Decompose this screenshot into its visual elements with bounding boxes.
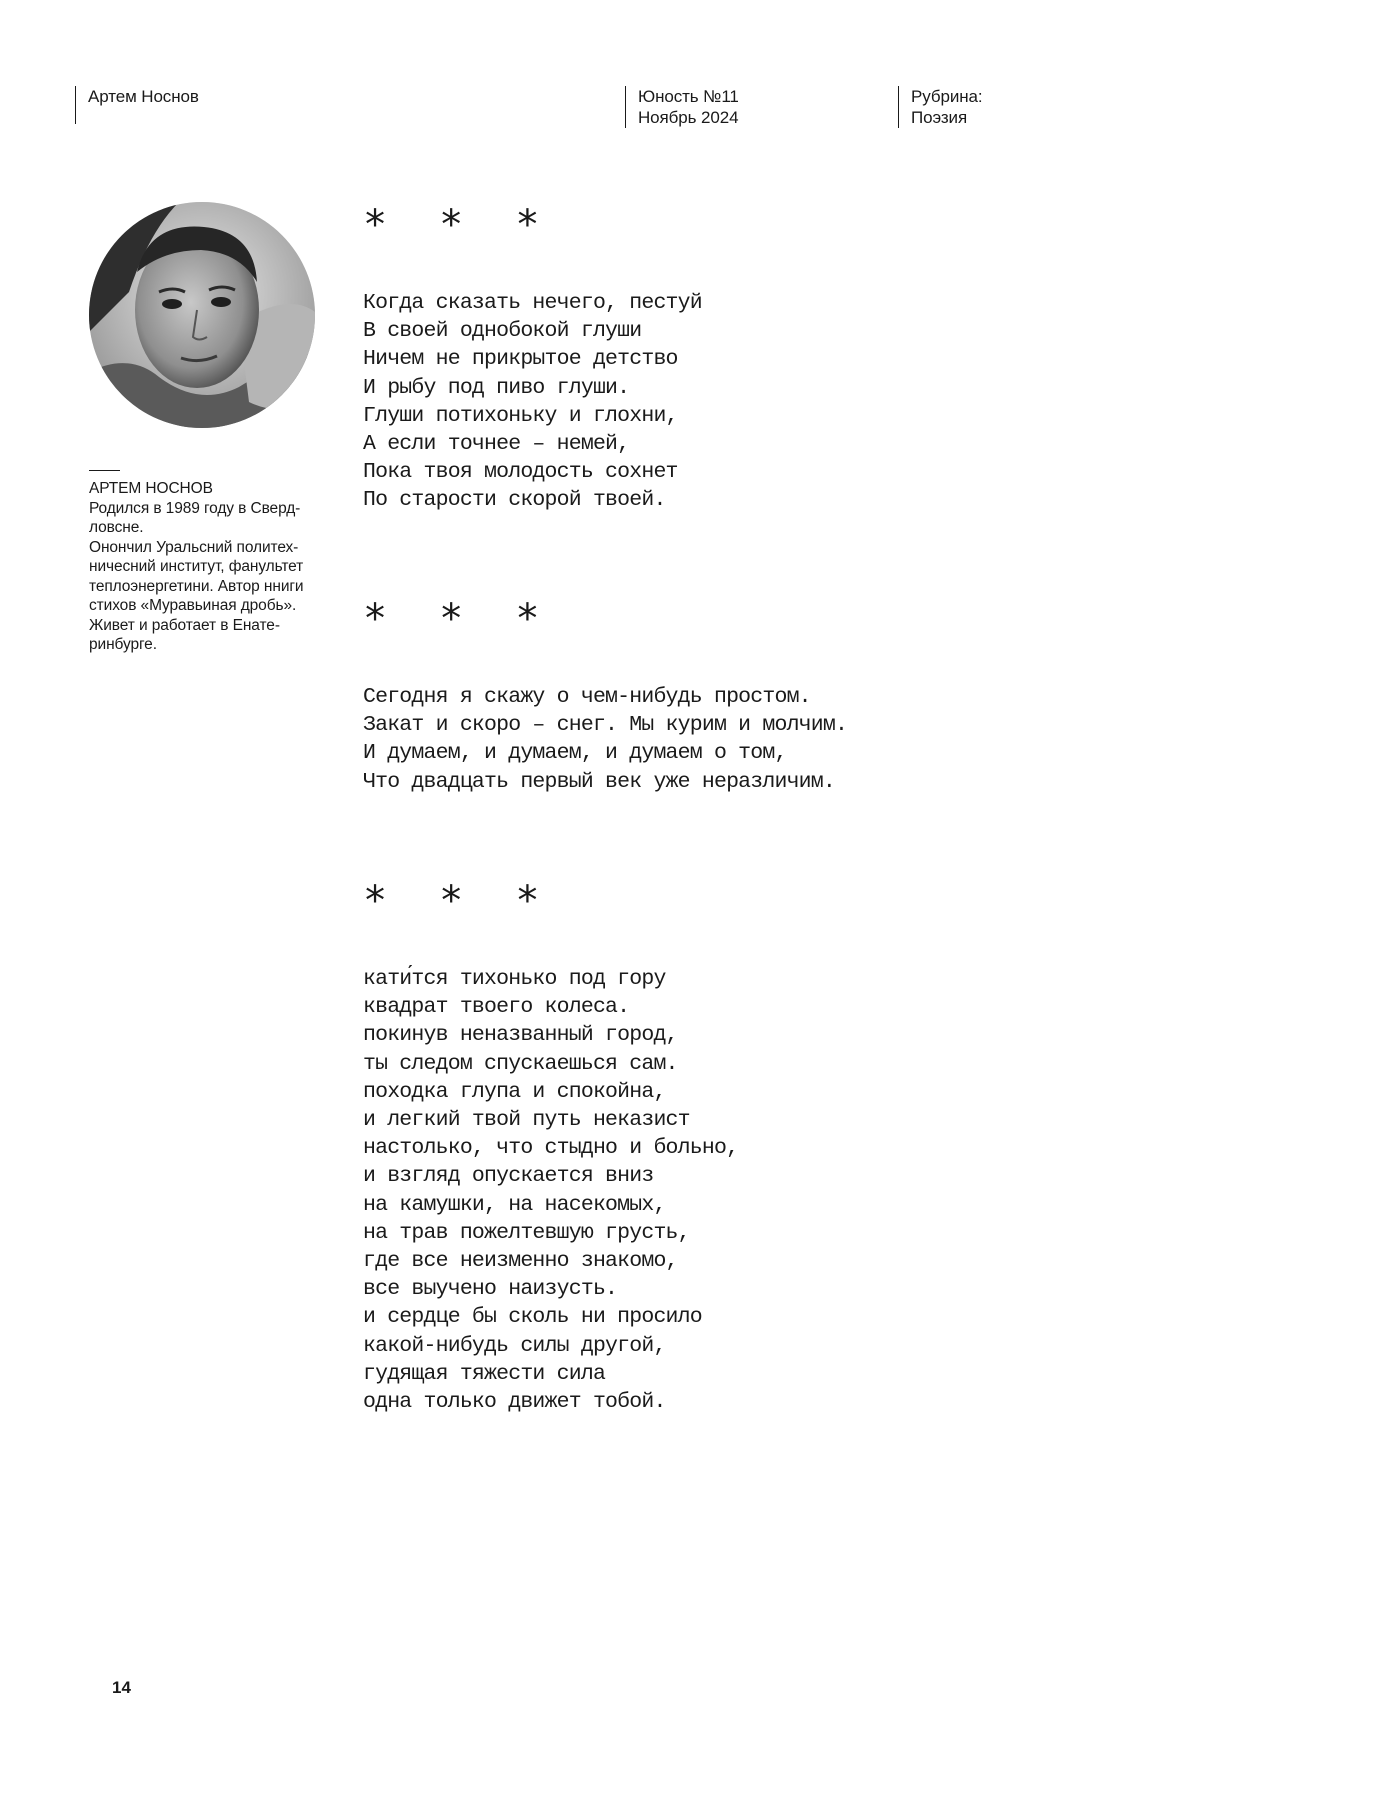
poem-line: какой-нибудь силы другой, bbox=[363, 1333, 666, 1358]
poem-3 bbox=[363, 878, 739, 1416]
poem-line: И рыбу под пиво глуши. bbox=[363, 375, 630, 400]
poem-line: все выучено наизусть. bbox=[363, 1277, 618, 1302]
poem-line: Пока твоя молодость сохнет bbox=[363, 460, 678, 485]
running-header-rubric bbox=[898, 86, 982, 128]
poem-line: По старости скорой твоей. bbox=[363, 488, 666, 513]
poem-line: И думаем, и думаем, и думаем о том, bbox=[363, 741, 787, 766]
poem-line: гудящая тяжести сила bbox=[363, 1361, 606, 1386]
poem-2 bbox=[363, 596, 848, 796]
poem-line: и взгляд опускается вниз bbox=[363, 1164, 654, 1189]
poem-1 bbox=[363, 202, 702, 515]
poem-line: походка глупа и спокойна, bbox=[363, 1079, 666, 1104]
header-issue-title: Юность №11 bbox=[638, 87, 739, 106]
header-issue-date: Ноябрь 2024 bbox=[638, 108, 739, 127]
header-author-name: Артем Носнов bbox=[88, 87, 199, 106]
bio-divider bbox=[89, 470, 120, 471]
author-portrait bbox=[89, 202, 315, 428]
poem-line: Что двадцать первый век уже неразличим. bbox=[363, 769, 835, 794]
poem-line: А если точнее – немей, bbox=[363, 432, 630, 457]
header-rubric-value: Поэзия bbox=[911, 108, 968, 127]
poem-line: на трав пожелтевшую грусть, bbox=[363, 1220, 690, 1245]
poem-line: одна только движет тобой. bbox=[363, 1390, 666, 1415]
poem-asterisk-heading: * * * bbox=[363, 202, 554, 248]
poem-line: кати́тся тихонько под гору bbox=[363, 967, 666, 991]
author-bio bbox=[89, 479, 351, 655]
bio-author-name: АРТЕМ НОСНОВ bbox=[89, 480, 213, 497]
author-portrait-icon bbox=[89, 202, 315, 428]
poem-asterisk-heading: * * * bbox=[363, 596, 554, 642]
header-rubric-label: Рубрина: bbox=[911, 87, 983, 106]
poem-line: Ничем не прикрытое детство bbox=[363, 347, 678, 372]
poem-line: и сердце бы сколь ни просило bbox=[363, 1305, 702, 1330]
poem-asterisk-heading: * * * bbox=[363, 878, 554, 924]
poem-line: Закат и скоро – снег. Мы курим и молчим. bbox=[363, 713, 848, 738]
poem-line: В своей однобокой глуши bbox=[363, 319, 642, 344]
poem-line: Глуши потихоньку и глохни, bbox=[363, 403, 678, 428]
poem-line: на камушки, на насекомых, bbox=[363, 1192, 666, 1217]
poem-line: настолько, что стыдно и больно, bbox=[363, 1136, 739, 1161]
page-number: 14 bbox=[112, 1678, 131, 1697]
running-header-author bbox=[75, 86, 199, 124]
poem-line: Когда сказать нечего, пестуй bbox=[363, 291, 702, 315]
running-header-issue bbox=[625, 86, 739, 128]
poem-line: где все неизменно знакомо, bbox=[363, 1249, 678, 1274]
poem-line: покинув неназванный город, bbox=[363, 1023, 678, 1048]
poem-line: Сегодня я скажу о чем-нибудь простом. bbox=[363, 685, 811, 709]
poem-line: квадрат твоего колеса. bbox=[363, 995, 630, 1020]
poem-line: и легкий твой путь неказист bbox=[363, 1108, 690, 1133]
bio-text: Родился в 1989 году в Сверд- ловсне. Онончил Уральсний политех- ничесний институт, фанультет теплоэнергетини. Автор нниги стихов «Муравьиная дробь». Живет и работает в Енате- ринбурге. bbox=[89, 499, 304, 653]
poem-line: ты следом спускаешься сам. bbox=[363, 1051, 678, 1076]
